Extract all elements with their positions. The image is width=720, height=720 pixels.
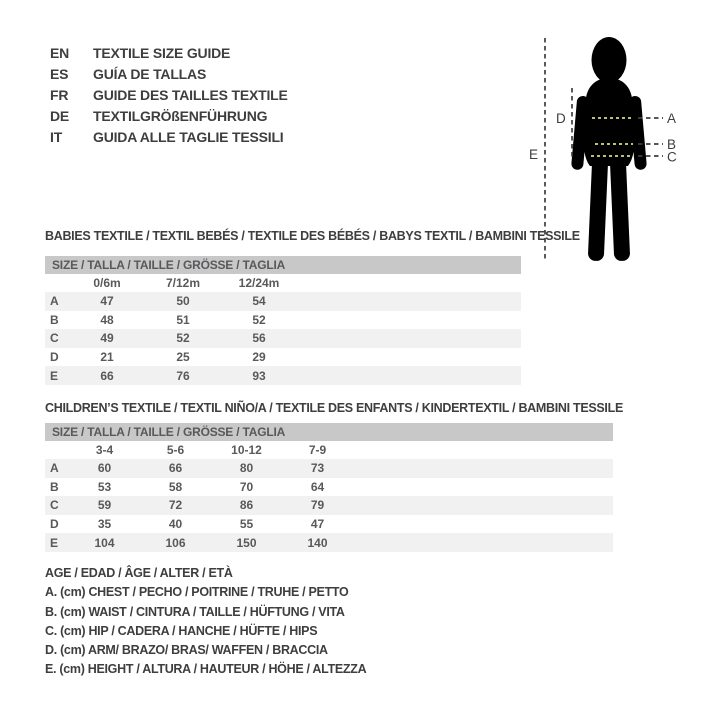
column-header: 3-4: [95, 443, 114, 457]
table-row-e: [45, 533, 613, 552]
table-row-b: [45, 311, 521, 330]
table-cell: 52: [252, 312, 266, 327]
figure-label-c: C: [667, 149, 677, 165]
language-code: DE: [50, 108, 70, 124]
column-header: 5-6: [166, 443, 185, 457]
table-cell: 35: [97, 517, 112, 532]
children-size-header-bar: SIZE / TALLA / TAILLE / GRÖSSE / TAGLIA: [45, 423, 613, 441]
table-cell: 106: [165, 535, 186, 550]
row-label: C: [50, 498, 59, 513]
table-cell: 73: [310, 461, 325, 476]
language-row-en: [50, 43, 288, 64]
table-row-e: [45, 366, 521, 385]
guide-title: TEXTILGRÖßENFÜHRUNG: [93, 108, 268, 124]
legend-line-height: E. (cm) HEIGHT / ALTURA / HAUTEUR / HÖHE / ALTEZZA: [45, 662, 367, 677]
language-code: EN: [50, 45, 70, 61]
children-section-heading: CHILDREN’S TEXTILE / TEXTIL NIÑO/A / TEXTILE DES ENFANTS / KINDERTEXTIL / BAMBINI TESSILE: [45, 401, 623, 415]
table-cell: 40: [168, 517, 183, 532]
table-cell: 52: [176, 331, 190, 346]
table-cell: 140: [307, 535, 328, 550]
children-column-header-row: [45, 441, 613, 459]
column-header: 12/24m: [238, 276, 280, 290]
table-cell: 55: [239, 517, 254, 532]
table-cell: 86: [239, 498, 254, 513]
table-row-c: [45, 496, 613, 515]
language-row-fr: [50, 85, 288, 106]
guide-title: GUIDA ALLE TAGLIE TESSILI: [93, 129, 284, 145]
measurement-legend: [45, 564, 366, 680]
babies-size-table: [45, 256, 521, 385]
table-cell: 47: [100, 294, 114, 309]
language-title-list: [50, 43, 288, 148]
guide-title: TEXTILE SIZE GUIDE: [93, 45, 231, 61]
column-header: 7-9: [308, 443, 327, 457]
figure-label-a: A: [667, 111, 677, 126]
table-cell: 29: [252, 350, 266, 365]
row-label: D: [50, 517, 59, 532]
row-label: D: [50, 350, 59, 365]
table-cell: 48: [100, 312, 114, 327]
table-row-b: [45, 478, 613, 497]
row-label: A: [50, 294, 59, 309]
table-row-d: [45, 515, 613, 534]
legend-line-arm: D. (cm) ARM/ BRAZO/ BRAS/ WAFFEN / BRACCIA: [45, 643, 328, 658]
table-cell: 51: [176, 312, 190, 327]
table-cell: 47: [310, 517, 325, 532]
table-row-a: [45, 459, 613, 478]
figure-label-b: B: [667, 137, 677, 152]
table-cell: 64: [310, 479, 325, 494]
legend-line-hip: C. (cm) HIP / CADERA / HANCHE / HÜFTE / HIPS: [45, 623, 318, 638]
table-cell: 56: [252, 331, 266, 346]
table-row-a: [45, 292, 521, 311]
babies-column-header-row: [45, 274, 521, 292]
table-cell: 59: [97, 498, 112, 513]
language-row-it: [50, 127, 288, 148]
row-label: E: [50, 368, 59, 383]
guide-title: GUÍA DE TALLAS: [93, 66, 207, 82]
row-label: B: [50, 312, 59, 327]
guide-title: GUIDE DES TAILLES TEXTILE: [93, 87, 288, 103]
table-cell: 66: [168, 461, 183, 476]
column-header: 0/6m: [93, 276, 121, 290]
babies-section-heading: BABIES TEXTILE / TEXTIL BEBÉS / TEXTILE DES BÉBÉS / BABYS TEXTIL / BAMBINI TESSILE: [45, 229, 580, 243]
table-cell: 58: [168, 479, 183, 494]
table-cell: 76: [176, 368, 190, 383]
table-cell: 21: [100, 350, 114, 365]
child-silhouette-icon: [571, 37, 647, 261]
table-cell: 66: [100, 368, 114, 383]
table-cell: 54: [252, 294, 266, 309]
table-cell: 60: [97, 461, 112, 476]
figure-label-e: E: [529, 147, 539, 162]
language-row-de: [50, 106, 288, 127]
babies-size-header-bar: SIZE / TALLA / TAILLE / GRÖSSE / TAGLIA: [45, 256, 521, 274]
children-size-table: [45, 423, 613, 552]
language-code: FR: [50, 87, 69, 103]
figure-label-d: D: [556, 111, 566, 126]
table-cell: 79: [310, 498, 325, 513]
column-header: 7/12m: [165, 276, 201, 290]
table-cell: 93: [252, 368, 266, 383]
table-cell: 25: [176, 350, 190, 365]
language-row-es: [50, 64, 288, 85]
table-cell: 53: [97, 479, 112, 494]
table-cell: 150: [236, 535, 257, 550]
legend-line-chest: A. (cm) CHEST / PECHO / POITRINE / TRUHE / PETTO: [45, 585, 349, 600]
table-cell: 80: [239, 461, 254, 476]
row-label: C: [50, 331, 59, 346]
table-cell: 70: [239, 479, 254, 494]
table-cell: 104: [94, 535, 115, 550]
language-code: IT: [50, 129, 63, 145]
row-label: E: [50, 535, 59, 550]
column-header: 10-12: [231, 443, 262, 457]
table-row-c: [45, 329, 521, 348]
language-code: ES: [50, 66, 69, 82]
legend-line-waist: B. (cm) WAIST / CINTURA / TAILLE / HÜFTUNG / VITA: [45, 604, 345, 619]
table-row-d: [45, 348, 521, 367]
table-cell: 49: [100, 331, 114, 346]
table-cell: 72: [168, 498, 183, 513]
table-cell: 50: [176, 294, 190, 309]
row-label: A: [50, 461, 59, 476]
row-label: B: [50, 479, 59, 494]
legend-line-age: AGE / EDAD / ÂGE / ALTER / ETÀ: [45, 566, 233, 580]
